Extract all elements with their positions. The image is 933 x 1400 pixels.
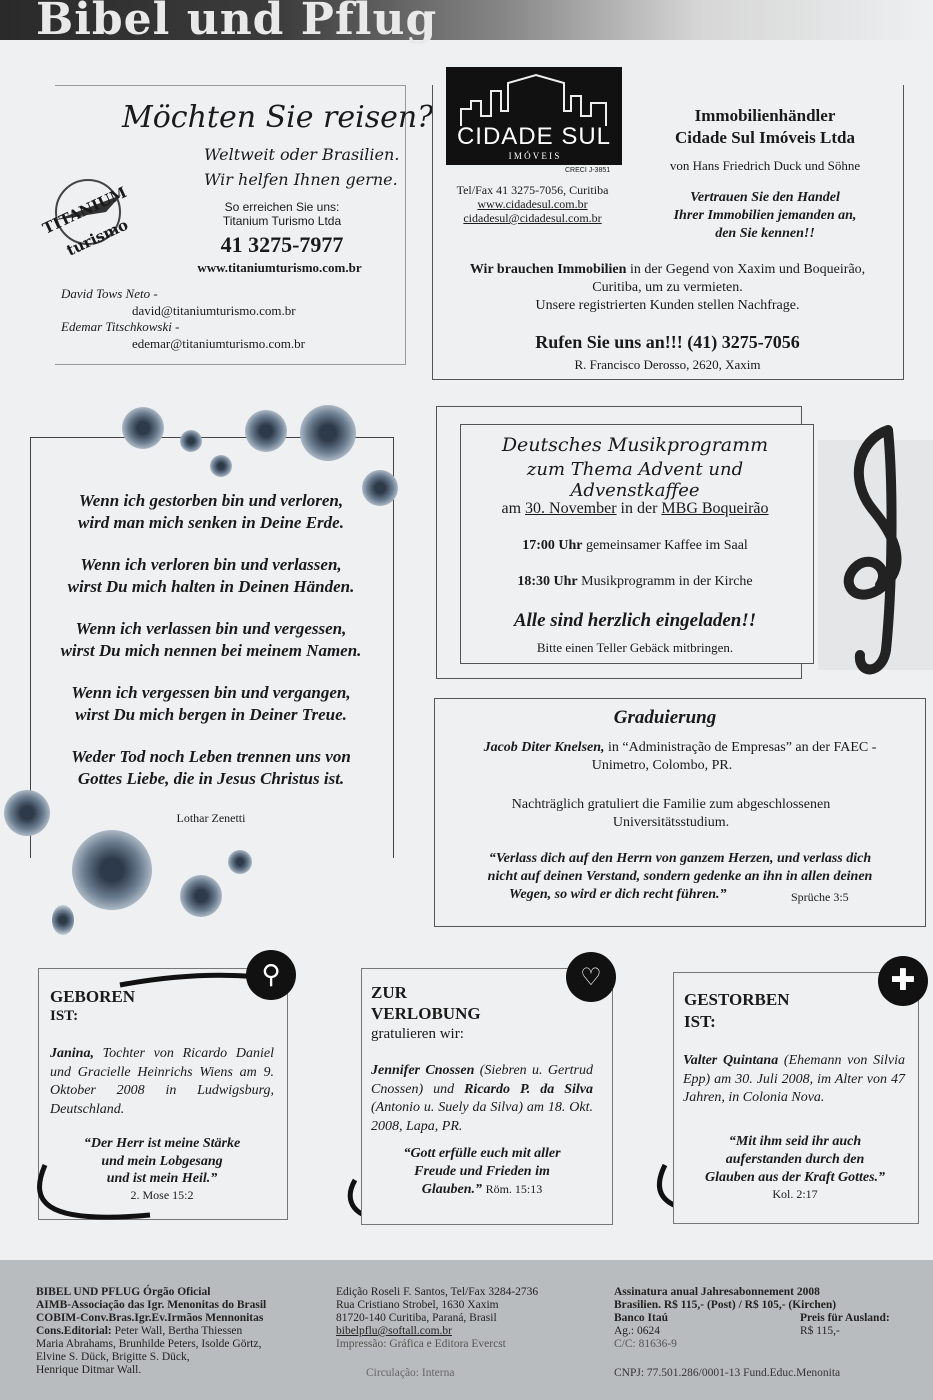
music-time-1: 17:00 Uhr gemeinsamer Kaffee im Saal xyxy=(522,538,748,553)
flower-icon xyxy=(180,875,222,917)
born-title-1: GEBOREN xyxy=(50,987,136,1006)
engaged-text: Jennifer Cnossen (Siebren u. Gertrud Cnossen) und Ricardo P. da Silva (Antonio u. Suely da Silva) am 18. Okt. 2008, Lapa, PR. xyxy=(371,1063,593,1134)
realestate-slogan-3: den Sie kennen!! xyxy=(715,226,815,241)
realestate-need-1 xyxy=(440,262,895,278)
died-title-1: GESTORBEN xyxy=(684,990,790,1009)
travel-website[interactable]: www.titaniumturismo.com.br xyxy=(197,260,362,275)
travel-phone: 41 3275-7977 xyxy=(220,232,344,257)
titanium-logo xyxy=(26,150,156,280)
footer-col-edition: Edição Roseli F. Santos, Tel/Fax 3284-2736 Rua Cristiano Strobel, 1630 Xaxim 81720-140 Curitiba, Paraná, Brasil bibelpflu@softall.com.br Impressão: Gráfica e Editora Evercst Circulação: Interna xyxy=(336,1286,539,1379)
masthead-title: Bibel und Pflug xyxy=(36,0,438,45)
travel-tagline-2: Wir helfen Ihnen gerne. xyxy=(204,170,398,189)
travel-contact-1-name: David Tows Neto - xyxy=(61,286,158,301)
music-invite: Alle sind herzlich eingeladen!! xyxy=(513,610,757,631)
travel-headline: Möchten Sie reisen? xyxy=(122,100,434,135)
graduation-verse-2: nicht auf deinen Verstand, sondern gedenke an ihn in allen deinen xyxy=(487,869,873,884)
died-text: Valter Quintana (Ehemann von Silvia Epp) am 30. Juli 2008, im Alter von 47 Jahren, in Colonia Nova. xyxy=(683,1053,905,1105)
born-verse-1: “Der Herr ist meine Stärke xyxy=(83,1136,241,1151)
engaged-title-2: VERLOBUNG xyxy=(371,1004,481,1023)
footer-col-publisher: BIBEL UND PFLUG Órgão Oficial AIMB-Associação das Igr. Menonitas do Brasil COBIM-Conv.Bras.Igr.Ev.Irmãos Mennonitas Cons.Editorial: Peter Wall, Bertha Thiessen Maria Abrahams, Brunhilde Peters, Isolde Görtz, Elvine S. Dück, Brigitte S. Dück, Henrique Ditmar Wall. xyxy=(36,1286,267,1376)
flower-icon xyxy=(245,410,287,452)
footer-col-subscription: Assinatura anual Jahresabonnement 2008 Brasilien. R$ 115,- (Post) / R$ 105,- (Kirchen) Banco Itaú Preis für Ausland: Ag.: 0624 R$ 115,- C/C: 81636-9 CNPJ: 77.501.286/0001-13 Fund.Educ.Menonita xyxy=(614,1286,890,1379)
born-verse-2: und mein Lobgesang xyxy=(101,1154,223,1169)
born-verse-3: und ist mein Heil.” xyxy=(106,1171,218,1186)
engaged-sub: gratulieren wir: xyxy=(371,1026,464,1042)
travel-tagline-1: Weltweit oder Brasilien. xyxy=(204,145,400,164)
music-date: 30. November xyxy=(525,500,617,517)
poem-stanza-2: Wenn ich verloren bin und verlassen, wirst Du mich halten in Deinen Händen. xyxy=(67,555,355,596)
realestate-creci: CRECI J-3851 xyxy=(565,167,611,174)
realestate-need-bold: Wir brauchen Immobilien xyxy=(469,262,627,277)
flower-icon xyxy=(122,407,164,449)
flower-icon xyxy=(210,455,232,477)
footer-email[interactable]: bibelpflu@softall.com.br xyxy=(336,1325,452,1337)
music-title-1: Deutsches Musikprogramm xyxy=(501,434,769,456)
died-verse-2: auferstanden durch den xyxy=(725,1152,865,1167)
music-time-2: 18:30 Uhr Musikprogramm in der Kirche xyxy=(517,574,753,589)
realestate-slogan-2: Ihrer Immobilien jemanden an, xyxy=(673,208,857,223)
graduation-line-2: Unimetro, Colombo, PR. xyxy=(591,758,733,773)
flower-icon xyxy=(52,905,74,935)
poem-stanza-5: Weder Tod noch Leben trennen uns von Gottes Liebe, die in Jesus Christus ist. xyxy=(71,747,351,788)
realestate-email[interactable]: cidadesul@cidadesul.com.br xyxy=(463,211,602,225)
realestate-title-1: Immobilienhändler xyxy=(694,106,836,125)
cidade-sul-logo-name: CIDADE SUL xyxy=(456,123,612,150)
engaged-verse-1: “Gott erfülle euch mit aller xyxy=(403,1146,561,1161)
engaged-verse-3-line: Glauben.” Röm. 15:13 xyxy=(421,1182,543,1197)
born-ref: 2. Mose 15:2 xyxy=(130,1188,194,1202)
realestate-owner: von Hans Friedrich Duck und Söhne xyxy=(669,158,861,173)
died-verse-1: “Mit ihm seid ihr auch xyxy=(728,1134,862,1149)
poem-author: Lothar Zenetti xyxy=(176,811,246,825)
graduation-verse-1: “Verlass dich auf den Herrn von ganzem Herzen, und verlass dich xyxy=(488,851,872,866)
baby-carriage-icon: ⚲ xyxy=(246,950,296,1000)
died-ref: Kol. 2:17 xyxy=(772,1187,818,1201)
realestate-title-2: Cidade Sul Imóveis Ltda xyxy=(675,128,855,147)
city-skyline-icon xyxy=(446,71,622,131)
music-bring: Bitte einen Teller Gebäck mitbringen. xyxy=(536,640,734,655)
graduation-line-1: Jacob Diter Knelsen, in “Administração de Empresas” an der FAEC - xyxy=(483,740,877,755)
realestate-call: Rufen Sie uns an!!! (41) 3275-7056 xyxy=(535,332,800,352)
flower-icon xyxy=(228,850,252,874)
cidade-sul-logo-sub: I M Ó V E I S xyxy=(508,151,560,161)
travel-reach-1: So erreichen Sie uns: xyxy=(224,200,340,214)
engaged-title-1: ZUR xyxy=(371,983,407,1002)
travel-reach-2: Titanium Turismo Ltda xyxy=(222,214,342,228)
travel-contact-2-name: Edemar Titschkowski - xyxy=(61,319,180,334)
realestate-address: R. Francisco Derosso, 2620, Xaxim xyxy=(574,357,761,372)
realestate-website[interactable]: www.cidadesul.com.br xyxy=(477,197,588,211)
titanium-logo-text: TITANIUM turismo xyxy=(39,183,131,260)
poem-stanza-1: Wenn ich gestorben bin und verloren, wird man mich senken in Deine Erde. xyxy=(78,491,344,532)
realestate-need-rest: in der Gegend von Xaxim und Boqueirão, xyxy=(626,262,866,277)
engaged-ref: Röm. 15:13 xyxy=(485,1182,543,1196)
cidade-sul-logo xyxy=(446,67,622,165)
engaged-verse-2: Freude und Frieden im xyxy=(414,1164,550,1179)
music-title-2: zum Thema Advent und Advenstkaffee xyxy=(526,459,744,501)
hearts-icon: ♡ xyxy=(566,952,616,1002)
poem xyxy=(32,490,390,810)
graduation-verse-ref: Sprüche 3:5 xyxy=(791,890,849,904)
born-title-2: IST: xyxy=(50,1008,79,1024)
travel-contact-2-email[interactable]: edemar@titaniumturismo.com.br xyxy=(132,336,305,351)
travel-contact-1-email[interactable]: david@titaniumturismo.com.br xyxy=(132,303,296,318)
realestate-need-2: Curitiba, um zu vermieten. xyxy=(592,280,743,295)
flower-icon xyxy=(180,430,202,452)
footer-imprint xyxy=(0,1260,933,1400)
masthead-banner xyxy=(0,0,933,45)
realestate-telfax: Tel/Fax 41 3275-7056, Curitiba xyxy=(456,183,609,197)
died-title-2: IST: xyxy=(684,1012,716,1031)
graduation-title: Graduierung xyxy=(613,707,717,728)
treble-clef-icon xyxy=(818,400,933,690)
poem-stanza-4: Wenn ich vergessen bin und vergangen, wirst Du mich bergen in Deiner Treue. xyxy=(71,683,351,724)
music-date-line: am 30. November in der MBG Boqueirão xyxy=(501,500,769,517)
graduation-congrats-1: Nachträglich gratuliert die Familie zum abgeschlossenen xyxy=(511,797,831,812)
graduation-verse-3: Wegen, so wird er dich recht führen.” xyxy=(509,887,727,902)
graduation-congrats-2: Universitätsstudium. xyxy=(612,815,730,830)
poem-stanza-3: Wenn ich verlassen bin und vergessen, wirst Du mich nennen bei meinem Namen. xyxy=(60,619,362,660)
flower-icon xyxy=(300,405,356,461)
cross-icon: ✚ xyxy=(878,956,928,1006)
flower-icon xyxy=(72,830,152,910)
realestate-slogan-1: Vertrauen Sie den Handel xyxy=(690,190,840,205)
born-text: Janina, Tochter von Ricardo Daniel und Gracielle Heinrichs Wiens am 9. Oktober 2008 in Ludwigsburg, Deutschland. xyxy=(50,1046,274,1117)
realestate-need-3: Unsere registrierten Kunden stellen Nachfrage. xyxy=(535,298,800,313)
music-place: MBG Boqueirão xyxy=(661,500,769,517)
died-verse-3: Glauben aus der Kraft Gottes.” xyxy=(704,1170,886,1185)
